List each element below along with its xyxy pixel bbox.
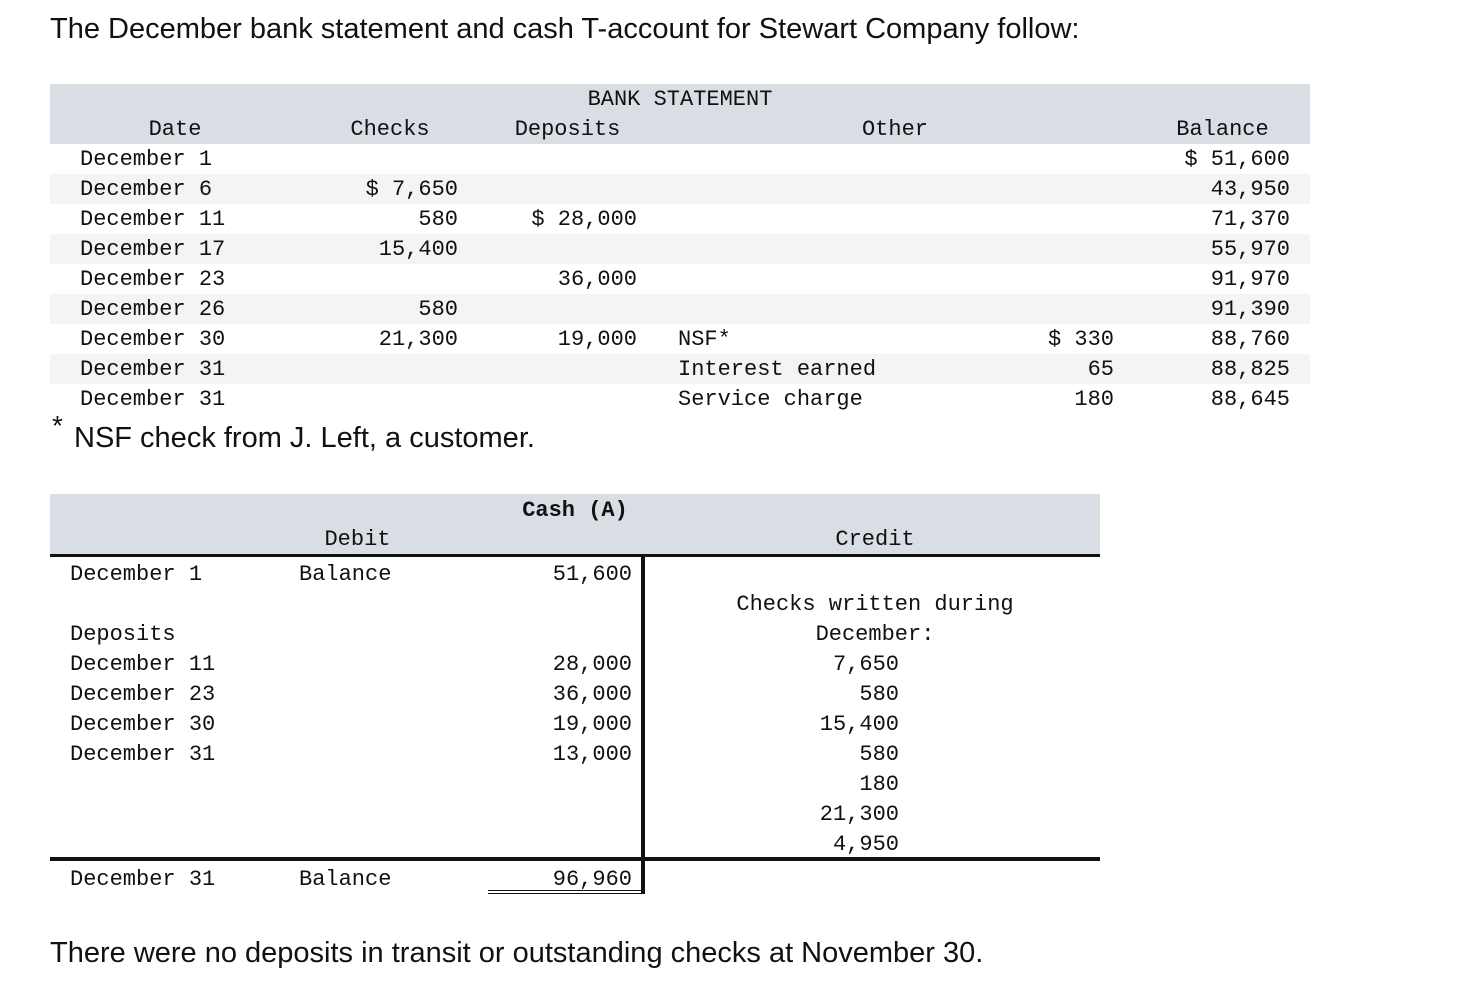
opening-label: Balance — [299, 562, 392, 587]
row-date: December 31 — [80, 357, 226, 382]
row-balance: 55,970 — [1210, 237, 1290, 262]
column-header-checks: Checks — [350, 117, 430, 142]
deposit-date: December 30 — [70, 712, 216, 737]
deposit-date: December 31 — [70, 742, 216, 767]
credit-amount: 4,950 — [832, 832, 899, 857]
row-other-label: NSF* — [678, 327, 731, 352]
credit-label-line2: December: — [815, 622, 935, 647]
row-checks: 15,400 — [378, 237, 458, 262]
row-balance: 91,970 — [1210, 267, 1290, 292]
closing-note: There were no deposits in transit or outstanding checks at November 30. — [50, 937, 984, 969]
row-checks: 580 — [418, 207, 458, 232]
credit-header: Credit — [835, 527, 915, 552]
deposit-date: December 23 — [70, 682, 216, 707]
row-date: December 17 — [80, 237, 226, 262]
closing-amount: 96,960 — [552, 867, 632, 892]
row-date: December 31 — [80, 387, 226, 412]
deposit-amount: 36,000 — [552, 682, 632, 707]
footnote-marker: * — [52, 410, 63, 441]
deposits-label: Deposits — [70, 622, 176, 647]
row-checks: $ 7,650 — [365, 177, 458, 202]
t-account-center-rule — [641, 557, 645, 894]
bank-statement-title: BANK STATEMENT — [587, 87, 773, 112]
credit-amount: 180 — [859, 772, 899, 797]
credit-amount: 580 — [859, 682, 899, 707]
debit-header: Debit — [324, 527, 391, 552]
row-stripe — [50, 234, 1310, 264]
row-balance: 88,645 — [1210, 387, 1290, 412]
row-balance: 88,825 — [1210, 357, 1290, 382]
row-balance: 71,370 — [1210, 207, 1290, 232]
opening-amount: 51,600 — [552, 562, 632, 587]
column-header-deposits: Deposits — [514, 117, 621, 142]
closing-label: Balance — [299, 867, 392, 892]
credit-amount: 15,400 — [819, 712, 899, 737]
row-deposits: 19,000 — [557, 327, 637, 352]
row-balance: 88,760 — [1210, 327, 1290, 352]
row-other-amount: $ 330 — [1047, 327, 1114, 352]
row-deposits: $ 28,000 — [531, 207, 637, 232]
credit-amount: 580 — [859, 742, 899, 767]
deposit-amount: 13,000 — [552, 742, 632, 767]
t-account-top-rule — [50, 554, 1100, 557]
row-other-amount: 65 — [1087, 357, 1114, 382]
t-account-title: Cash (A) — [522, 498, 628, 523]
row-date: December 23 — [80, 267, 226, 292]
row-other-label: Interest earned — [678, 357, 877, 382]
row-date: December 26 — [80, 297, 226, 322]
row-deposits: 36,000 — [557, 267, 637, 292]
row-checks: 21,300 — [378, 327, 458, 352]
t-account-total-rule — [50, 857, 1100, 861]
row-balance: 91,390 — [1210, 297, 1290, 322]
deposit-amount: 19,000 — [552, 712, 632, 737]
row-stripe — [50, 294, 1310, 324]
row-checks: 580 — [418, 297, 458, 322]
row-stripe — [50, 174, 1310, 204]
deposit-amount: 28,000 — [552, 652, 632, 677]
intro-text: The December bank statement and cash T-account for Stewart Company follow: — [50, 13, 1080, 45]
credit-amount: 21,300 — [819, 802, 899, 827]
row-other-label: Service charge — [678, 387, 863, 412]
credit-label-line1: Checks written during — [736, 592, 1014, 617]
row-other-amount: 180 — [1074, 387, 1114, 412]
column-header-other: Other — [861, 117, 928, 142]
row-date: December 11 — [80, 207, 226, 232]
row-balance: $ 51,600 — [1184, 147, 1290, 172]
row-date: December 30 — [80, 327, 226, 352]
opening-date: December 1 — [70, 562, 203, 587]
deposit-date: December 11 — [70, 652, 216, 677]
closing-date: December 31 — [70, 867, 216, 892]
footnote-text: NSF check from J. Left, a customer. — [74, 422, 535, 454]
row-balance: 43,950 — [1210, 177, 1290, 202]
row-date: December 1 — [80, 147, 213, 172]
credit-amount: 7,650 — [832, 652, 899, 677]
row-date: December 6 — [80, 177, 213, 202]
column-header-date: Date — [148, 117, 202, 142]
column-header-balance: Balance — [1176, 117, 1269, 142]
